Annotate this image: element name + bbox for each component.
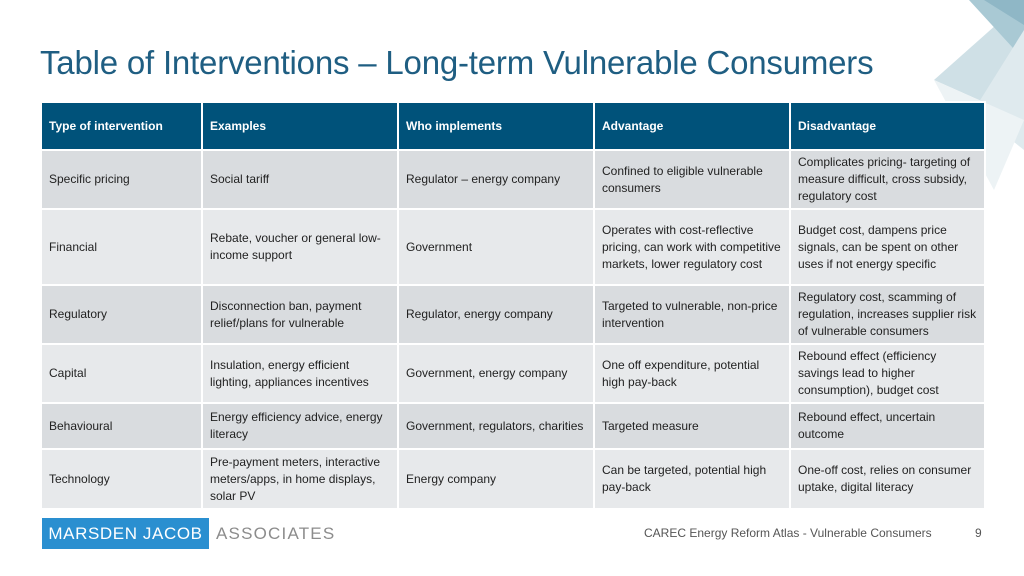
cell-who-implements: Regulator – energy company — [398, 150, 594, 209]
header-who-implements: Who implements — [398, 102, 594, 150]
cell-examples: Social tariff — [202, 150, 398, 209]
cell-disadvantage: Rebound effect, uncertain outcome — [790, 403, 985, 449]
page-title: Table of Interventions – Long-term Vulnerable Consumers — [40, 44, 874, 81]
cell-who-implements: Government, regulators, charities — [398, 403, 594, 449]
interventions-table — [40, 101, 986, 510]
cell-type: Behavioural — [41, 403, 202, 449]
cell-examples: Pre-payment meters, interactive meters/apps, in home displays, solar PV — [202, 449, 398, 509]
cell-advantage: Operates with cost-reflective pricing, can work with competitive markets, lower regulatory cost — [594, 209, 790, 285]
header-examples: Examples — [202, 102, 398, 150]
cell-disadvantage: One-off cost, relies on consumer uptake, digital literacy — [790, 449, 985, 509]
table-row — [41, 344, 985, 403]
cell-advantage: One off expenditure, potential high pay-back — [594, 344, 790, 403]
cell-type: Technology — [41, 449, 202, 509]
cell-examples: Energy efficiency advice, energy literacy — [202, 403, 398, 449]
cell-type: Capital — [41, 344, 202, 403]
page-number: 9 — [975, 526, 982, 540]
cell-advantage: Confined to eligible vulnerable consumers — [594, 150, 790, 209]
cell-disadvantage: Rebound effect (efficiency savings lead to higher consumption), budget cost — [790, 344, 985, 403]
cell-examples: Disconnection ban, payment relief/plans for vulnerable — [202, 285, 398, 344]
cell-type: Regulatory — [41, 285, 202, 344]
cell-who-implements: Energy company — [398, 449, 594, 509]
cell-disadvantage: Regulatory cost, scamming of regulation, increases supplier risk of vulnerable consumers — [790, 285, 985, 344]
cell-disadvantage: Complicates pricing- targeting of measure difficult, cross subsidy, regulatory cost — [790, 150, 985, 209]
cell-who-implements: Regulator, energy company — [398, 285, 594, 344]
cell-advantage: Targeted to vulnerable, non-price intervention — [594, 285, 790, 344]
cell-type: Specific pricing — [41, 150, 202, 209]
table-header-row — [41, 102, 985, 150]
footer-text: CAREC Energy Reform Atlas - Vulnerable Consumers — [644, 526, 932, 540]
header-disadvantage: Disadvantage — [790, 102, 985, 150]
company-logo-text: ASSOCIATES — [216, 524, 336, 543]
cell-type: Financial — [41, 209, 202, 285]
cell-who-implements: Government — [398, 209, 594, 285]
cell-who-implements: Government, energy company — [398, 344, 594, 403]
cell-examples: Insulation, energy efficient lighting, appliances incentives — [202, 344, 398, 403]
table-row — [41, 403, 985, 449]
header-advantage: Advantage — [594, 102, 790, 150]
cell-advantage: Targeted measure — [594, 403, 790, 449]
cell-disadvantage: Budget cost, dampens price signals, can be spent on other uses if not energy specific — [790, 209, 985, 285]
cell-examples: Rebate, voucher or general low-income support — [202, 209, 398, 285]
header-type: Type of intervention — [41, 102, 202, 150]
table-row — [41, 209, 985, 285]
company-logo-mark: MARSDEN JACOB — [42, 518, 209, 549]
table-row — [41, 449, 985, 509]
cell-advantage: Can be targeted, potential high pay-back — [594, 449, 790, 509]
table-row — [41, 285, 985, 344]
table-row — [41, 150, 985, 209]
